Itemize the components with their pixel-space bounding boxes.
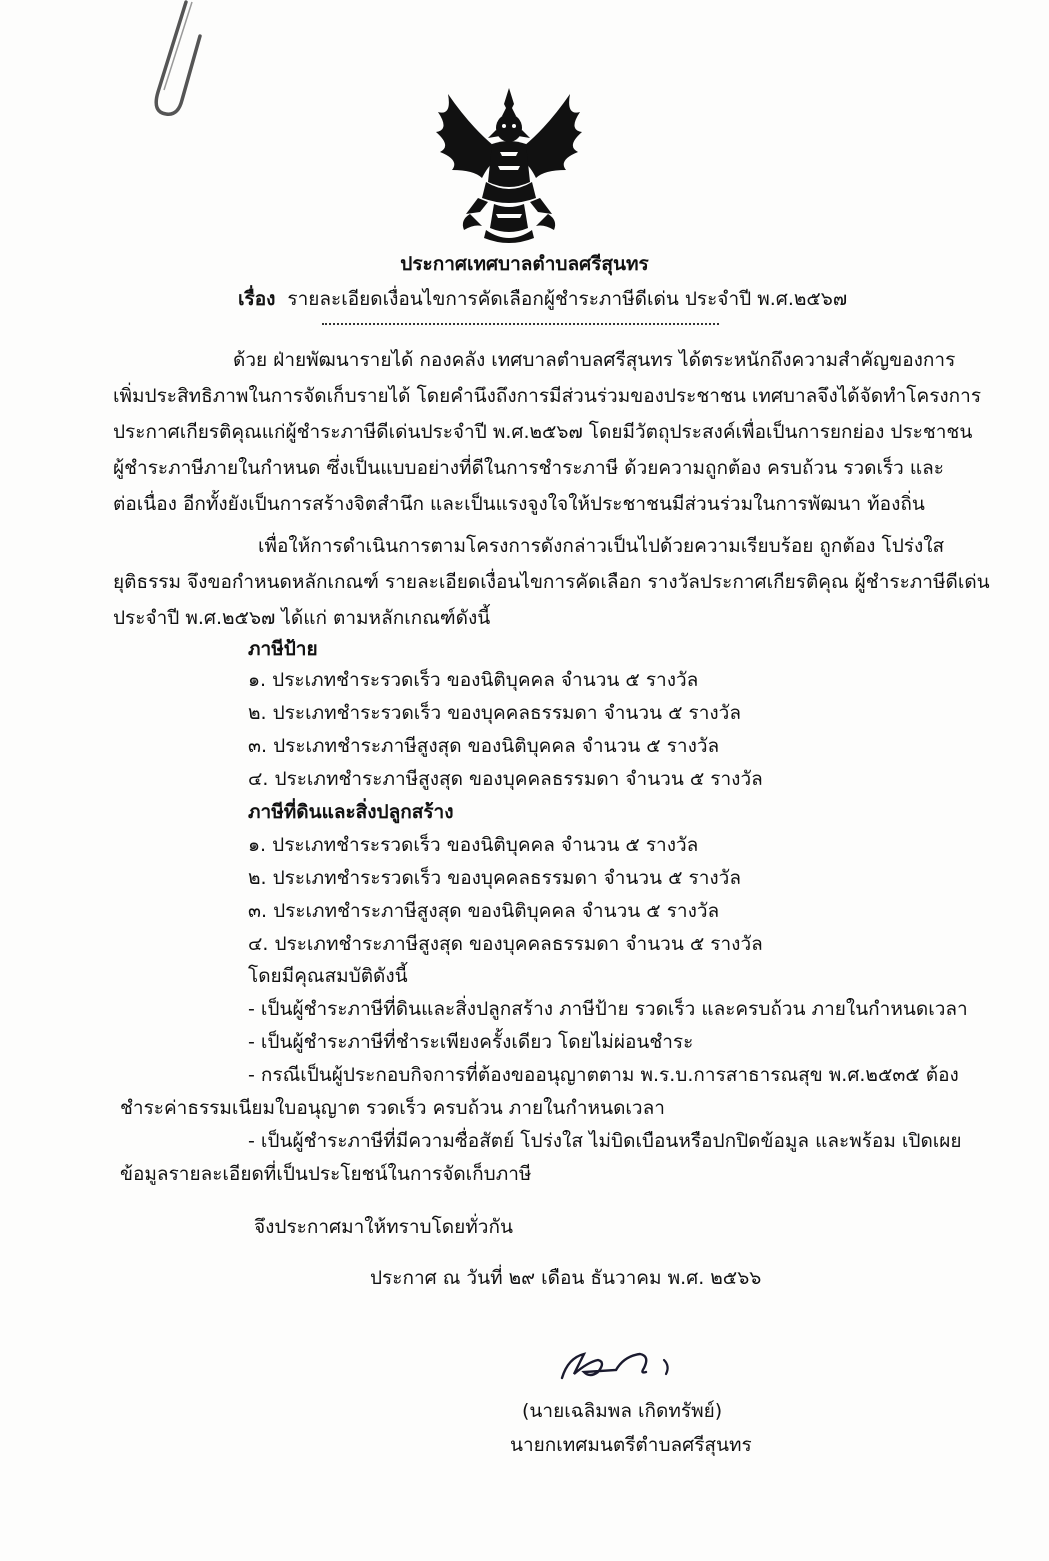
list-item: ๔. ประเภทชำระภาษีสูงสุด ของบุคคลธรรมดา จำนวน ๕ รางวัล: [248, 933, 763, 955]
subject-line: [238, 286, 847, 312]
list-item: ๓. ประเภทชำระภาษีสูงสุด ของนิติบุคคล จำนวน ๕ รางวัล: [248, 900, 720, 922]
divider-dotted: [322, 323, 719, 325]
document-title: ประกาศเทศบาลตำบลศรีสุนทร: [400, 253, 649, 275]
para2-line: ยุติธรรม จึงขอกำหนดหลักเกณฑ์ รายละเอียดเงื่อนไขการคัดเลือก รางวัลประกาศเกียรติคุณ ผู้ชำระภาษีดีเด่น: [113, 571, 990, 593]
list-item: ๔. ประเภทชำระภาษีสูงสุด ของบุคคลธรรมดา จำนวน ๕ รางวัล: [248, 768, 763, 790]
list-item: ๑. ประเภทชำระรวดเร็ว ของนิติบุคคล จำนวน ๕ รางวัล: [248, 669, 699, 691]
qualification-line: ชำระค่าธรรมเนียมใบอนุญาต รวดเร็ว ครบถ้วน ภายในกำหนดเวลา: [120, 1097, 665, 1119]
list-item: ๒. ประเภทชำระรวดเร็ว ของบุคคลธรรมดา จำนวน ๕ รางวัล: [248, 867, 741, 889]
signer-position: นายกเทศมนตรีตำบลศรีสุนทร: [510, 1434, 752, 1456]
signer-name: (นายเฉลิมพล เกิดทรัพย์): [522, 1400, 723, 1422]
section-heading-signboard-tax: ภาษีป้าย: [248, 638, 318, 660]
closing-statement: จึงประกาศมาให้ทราบโดยทั่วกัน: [254, 1216, 513, 1238]
para1-line: ประกาศเกียรติคุณแก่ผู้ชำระภาษีดีเด่นประจำปี พ.ศ.๒๕๖๗ โดยมีวัตถุประสงค์เพื่อเป็นการยกย่อง ประชาชน: [113, 421, 973, 443]
para2-line: เพื่อให้การดำเนินการตามโครงการดังกล่าวเป็นไปด้วยความเรียบร้อย ถูกต้อง โปร่งใส: [258, 535, 945, 557]
subject-label: เรื่อง: [238, 288, 276, 310]
para1-line: ต่อเนื่อง อีกทั้งยังเป็นการสร้างจิตสำนึก และเป็นแรงจูงใจให้ประชาชนมีส่วนร่วมในการพัฒนา ท้องถิ่น: [113, 493, 925, 515]
para1-line: ด้วย ฝ่ายพัฒนารายได้ กองคลัง เทศบาลตำบลศรีสุนทร ได้ตระหนักถึงความสำคัญของการ: [233, 349, 956, 371]
qualifications-heading: โดยมีคุณสมบัติดังนี้: [248, 965, 408, 987]
para1-line: เพิ่มประสิทธิภาพในการจัดเก็บรายได้ โดยคำนึงถึงการมีส่วนร่วมของประชาชน เทศบาลจึงได้จัดทำโครงการ: [113, 385, 982, 407]
qualification-line: ข้อมูลรายละเอียดที่เป็นประโยชน์ในการจัดเก็บภาษี: [120, 1163, 532, 1185]
qualification-line: - กรณีเป็นผู้ประกอบกิจการที่ต้องขออนุญาตตาม พ.ร.บ.การสาธารณสุข พ.ศ.๒๕๓๕ ต้อง: [248, 1064, 959, 1086]
section-heading-land-tax: ภาษีที่ดินและสิ่งปลูกสร้าง: [248, 801, 454, 823]
handwritten-signature: [554, 1340, 704, 1390]
list-item: ๓. ประเภทชำระภาษีสูงสุด ของนิติบุคคล จำนวน ๕ รางวัล: [248, 735, 720, 757]
qualification-line: - เป็นผู้ชำระภาษีที่ดินและสิ่งปลูกสร้าง ภาษีป้าย รวดเร็ว และครบถ้วน ภายในกำหนดเวลา: [248, 998, 968, 1020]
list-item: ๒. ประเภทชำระรวดเร็ว ของบุคคลธรรมดา จำนวน ๕ รางวัล: [248, 702, 741, 724]
subject-text: รายละเอียดเงื่อนไขการคัดเลือกผู้ชำระภาษีดีเด่น ประจำปี พ.ศ.๒๕๖๗: [287, 288, 848, 310]
garuda-emblem-icon: [430, 86, 588, 246]
qualification-line: - เป็นผู้ชำระภาษีที่ชำระเพียงครั้งเดียว โดยไม่ผ่อนชำระ: [248, 1031, 694, 1053]
para1-line: ผู้ชำระภาษีภายในกำหนด ซึ่งเป็นแบบอย่างที่ดีในการชำระภาษี ด้วยความถูกต้อง ครบถ้วน รวดเร็ว และ: [113, 457, 944, 479]
qualification-line: - เป็นผู้ชำระภาษีที่มีความซื่อสัตย์ โปร่งใส ไม่บิดเบือนหรือปกปิดข้อมูล และพร้อม เปิดเผย: [248, 1130, 962, 1152]
para2-line: ประจำปี พ.ศ.๒๕๖๗ ได้แก่ ตามหลักเกณฑ์ดังนี้: [113, 607, 491, 629]
list-item: ๑. ประเภทชำระรวดเร็ว ของนิติบุคคล จำนวน ๕ รางวัล: [248, 834, 699, 856]
announcement-date: ประกาศ ณ วันที่ ๒๙ เดือน ธันวาคม พ.ศ. ๒๕๖๖: [370, 1267, 762, 1289]
paper-clip-icon: [148, 0, 208, 120]
